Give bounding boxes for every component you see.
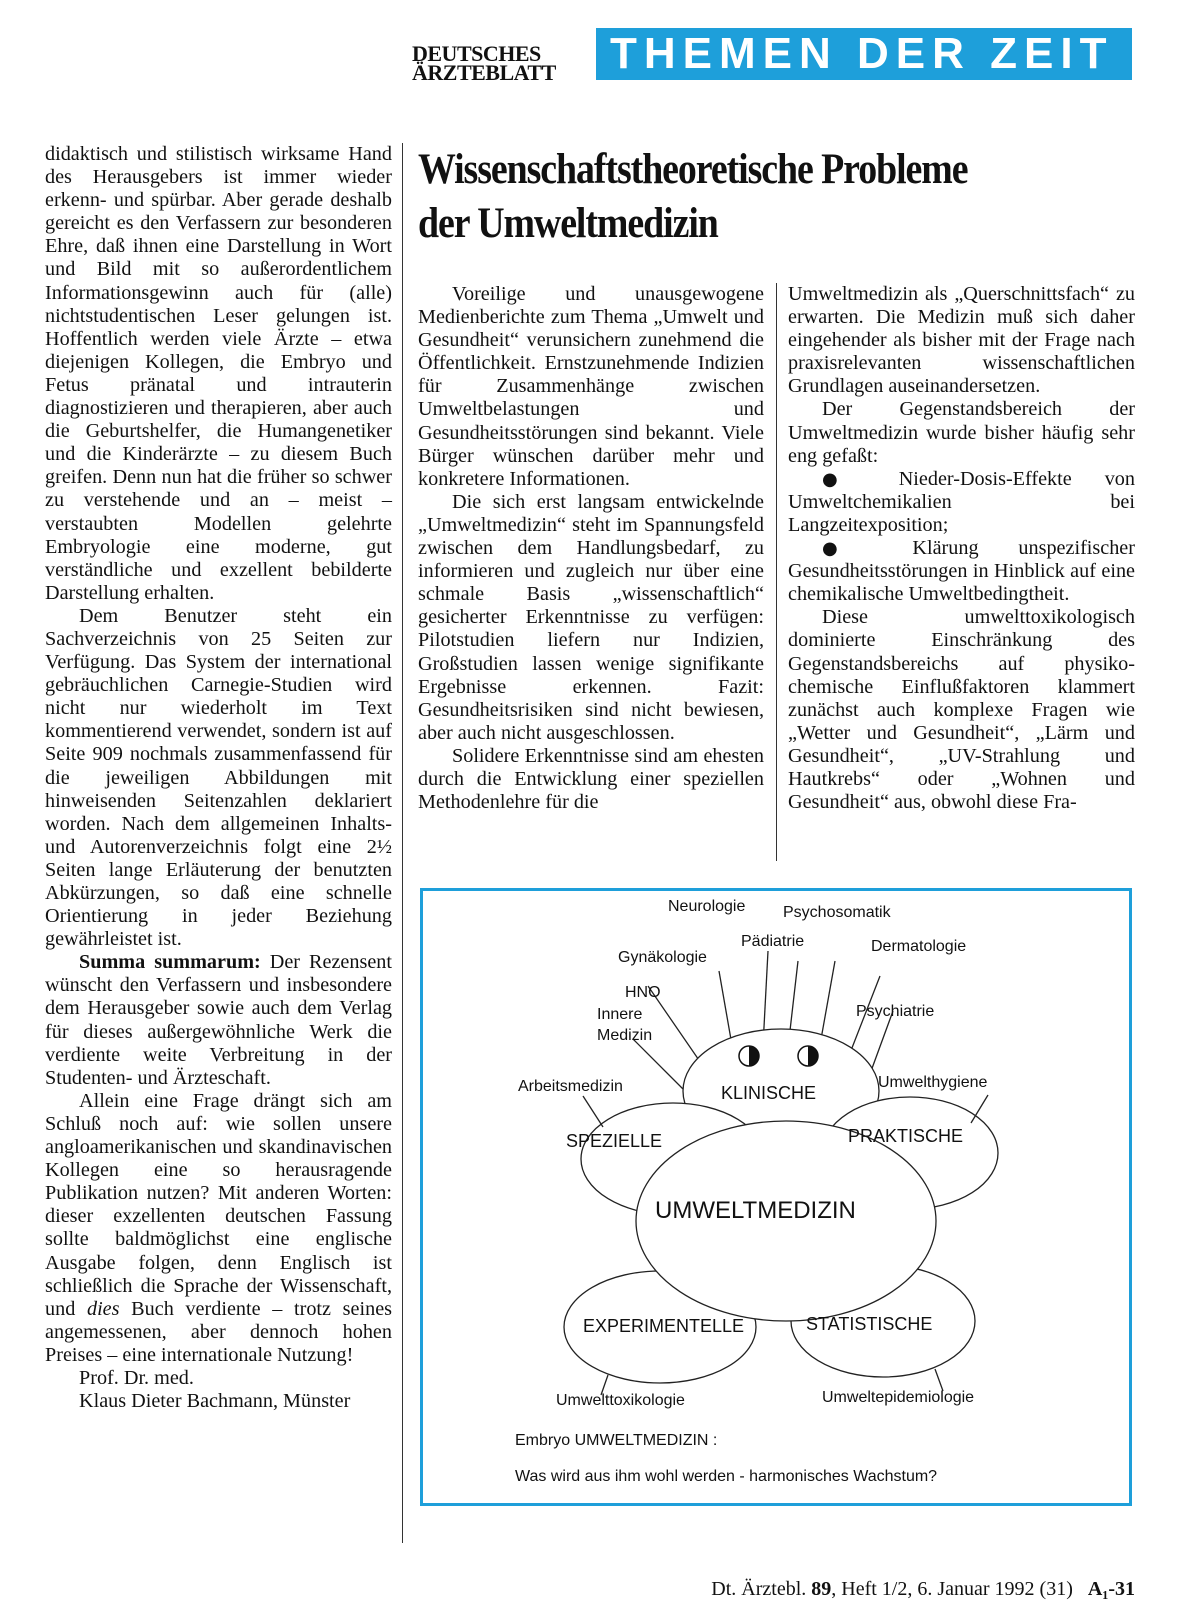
umweltepidemiologie-label: Umweltepidemiologie [822, 1389, 975, 1406]
neurologie-label: Neurologie [668, 898, 746, 915]
paragraph: Dem Benutzer steht ein Sachverzeichnis von 25 Seiten zur Verfügung. Das System der international gebräuchlichen Carnegie-Studien wird nicht nur wiederholt im Text kommentierend verwendet, sondern ist auf Seite 909 nochmals zusammenfassend für die jeweiligen Abbildungen mit hinweisenden Seitenzahlen deklariert worden. Nach dem allgemeinen Inhalts- und Autorenverzeichnis folgt eine 2½ Seiten lange Erläuterung der benutzten Abkürzungen, so daß eine schnelle Orientierung in jeder Beziehung gewährleistet ist. [45, 604, 392, 951]
bullet-icon: ● [822, 538, 873, 560]
paragraph: Summa summarum: Der Rezensent wünscht den Verfassern und insbesondere dem Herausgeber sowie auch dem Verlag für dieses außergewöhnliche Werk die verdiente weite Verbreitung in der Studenten- und Ärzteschaft. [45, 951, 392, 1089]
paragraph: didaktisch und stilistisch wirksame Hand des Herausgebers ist immer wieder erkenn- und spürbar. Aber gerade deshalb gereicht es den Verfassern zur besonderen Ehre, daß ihnen eine Darstellung in Wort und Bild mit so außerordentlichem Informationsgewinn auch für (alle) nichtstudentischen Leser gelungen ist. Hoffentlich werden viele Ärzte – etwa diejenigen Kollegen, die Embryo und Fetus pränatal und intrauterin diagnostizieren und therapieren, aber auch die Geburtshelfer, die Humangenetiker und die Kinderärzte – zu diesem Buch greifen. Denn nun hat die früher so schwer zu verstehende und an – meist – verstaubten Modellen gelehrte Embryologie eine moderne, gut verständliche und exzellent bebilderte Darstellung erhalten. [45, 143, 392, 604]
article-title: Wissenschaftstheoretische Probleme der Umweltmedizin [418, 146, 968, 247]
caption-line-2: Was wird aus ihm wohl werden - harmonisches Wachstum? [515, 1468, 938, 1485]
umwelthygiene-label: Umwelthygiene [878, 1074, 988, 1091]
column-divider [402, 143, 403, 1543]
paragraph: Diese umwelttoxikologisch dominierte Einschränkung des Gegenstandsbereichs auf physiko-chemische Einflußfaktoren klammert zunächst auch komplexe Fragen wie „Wetter und Gesundheit“, „Lärm und Gesundheit“, „UV-Strahlung und Hautkrebs“ oder „Wohnen und Gesundheit“ aus, obwohl diese Fra- [788, 606, 1135, 814]
paragraph: Der Gegenstandsbereich der Umweltmedizin wurde bisher häufig sehr eng gefaßt: [788, 398, 1135, 467]
dermatologie-label: Dermatologie [871, 938, 967, 955]
eye-icon [798, 1046, 818, 1066]
statistische-label: STATISTISCHE [806, 1314, 933, 1334]
eye-icon [739, 1046, 759, 1066]
journal-logo [412, 41, 586, 85]
issue-ref: , Heft 1/2, 6. Januar 1992 (31) [831, 1578, 1073, 1600]
center-label: UMWELTMEDIZIN [655, 1197, 856, 1224]
left-column [45, 143, 392, 1413]
klinische-label: KLINISCHE [721, 1083, 817, 1103]
page-number: A₁-31 [1087, 1578, 1135, 1600]
paediatrie-label: Pädiatrie [741, 933, 805, 950]
paragraph: Solidere Erkenntnisse sind am ehesten durch die Entwicklung einer speziellen Methodenlehre für die [418, 744, 764, 814]
paragraph: Die sich erst langsam entwickelnde „Umweltmedizin“ steht im Spannungsfeld zwischen dem Handlungsbedarf, zu informieren und zugleich nur über eine schmale Basis „wissenschaftlich“ gesicherter Erkenntnisse zu verfügen: Pilotstudien liefern nur Indizien, Großstudien lassen wenige signifikante Ergebnisse erkennen. Fazit: Gesundheitsrisiken sind nicht bewiesen, aber auch nicht ausgeschlossen. [418, 490, 764, 744]
journal-ref: Dt. Ärztebl. [711, 1578, 812, 1600]
signature-title: Prof. Dr. med. [79, 1366, 194, 1389]
umwelttoxikologie-label: Umwelttoxikologie [556, 1392, 685, 1409]
emphasis: dies [86, 1297, 120, 1320]
psychosomatik-label: Psychosomatik [783, 904, 891, 921]
diagram-svg [423, 891, 1129, 1503]
innere-label-2: Medizin [597, 1027, 653, 1044]
psychiatrie-label: Psychiatrie [856, 1003, 935, 1020]
gynaekologie-label: Gynäkologie [618, 949, 707, 966]
section-rubric: THEMEN DER ZEIT [596, 28, 1132, 80]
bold-lead: Summa summarum: [79, 951, 261, 974]
column-divider [776, 283, 777, 861]
paragraph: Umweltmedizin als „Querschnittsfach“ zu erwarten. Die Medizin muß sich daher eingehender als bisher mit der Frage nach praxisrelevanten wissenschaftlichen Grundlagen auseinandersetzen. [788, 283, 1135, 398]
logo-line-2: ÄRZTEBLATT [412, 60, 556, 85]
embryo-diagram [420, 888, 1132, 1506]
logo-line-1: DEUTSCHES [412, 41, 541, 66]
bullet-icon: ● [822, 468, 866, 490]
bullet-item: ● Klärung unspezifischer Gesundheitsstörungen in Hinblick auf eine chemikalische Umweltbedingtheit. [788, 537, 1135, 606]
arbeitsmedizin-label: Arbeitsmedizin [518, 1078, 623, 1095]
volume: 89 [811, 1578, 832, 1600]
page-footer [660, 1578, 1135, 1601]
signature-name: Klaus Dieter Bachmann, Münster [79, 1390, 351, 1413]
article-column-1 [418, 283, 764, 814]
paragraph: Allein eine Frage drängt sich am Schluß noch auf: wie sollen unsere angloamerikanischen und skandinavischen Kollegen eine so herausragende Publikation nutzen? Mit anderen Worten: dieser exzellenten deutschen Fassung sollte baldmöglichst eine englische Ausgabe folgen, denn Englisch ist schließlich die Sprache der Wissenschaft, und dies Buch verdiente – trotz seines angemessenen, aber dennoch hohen Preises – eine internationale Nutzung! [45, 1089, 393, 1366]
caption-line-1: Embryo UMWELTMEDIZIN : [515, 1432, 718, 1449]
bullet-item: ● Nieder-Dosis-Effekte von Umweltchemikalien bei Langzeitexposition; [788, 467, 1135, 536]
praktische-label: PRAKTISCHE [848, 1126, 964, 1146]
paragraph: Voreilige und unausgewogene Medienberichte zum Thema „Umwelt und Gesundheit“ verunsichern zunehmend die Öffentlichkeit. Ernstzunehmende Indizien für Zusammenhänge zwischen Umweltbelastungen und Gesundheitsstörungen sind bekannt. Viele Bürger wünschen darüber mehr und konkretere Informationen. [418, 283, 764, 490]
spezielle-label: SPEZIELLE [566, 1131, 663, 1151]
hno-label: HNO [625, 984, 661, 1001]
experimentelle-label: EXPERIMENTELLE [583, 1316, 745, 1336]
article-column-2 [788, 283, 1135, 814]
innere-label-1: Innere [597, 1006, 643, 1023]
